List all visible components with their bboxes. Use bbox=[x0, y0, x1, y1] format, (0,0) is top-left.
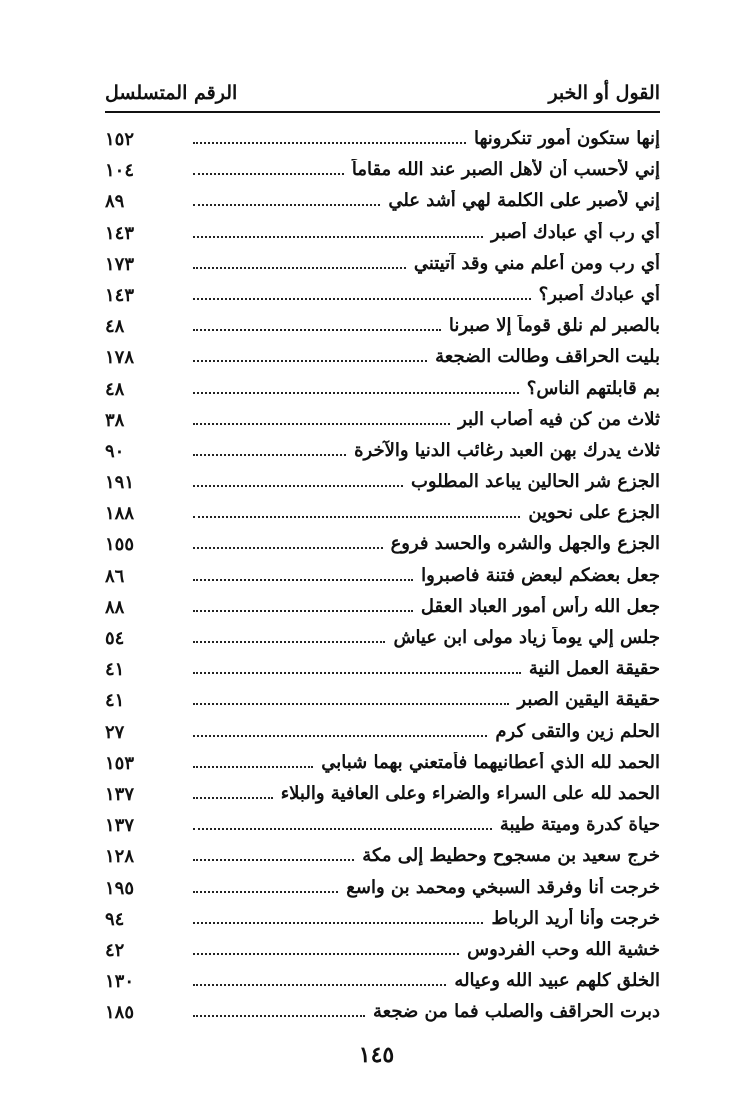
entry-text: جلس إلي يوماً زياد مولى ابن عياش bbox=[393, 627, 660, 648]
entry-serial-number: ١٤٣ bbox=[105, 284, 135, 306]
entry-text: الحمد لله الذي أعطانيهما فأمتعني بهما شبابي bbox=[321, 751, 660, 773]
index-entry bbox=[105, 842, 660, 873]
dot-leader bbox=[193, 329, 441, 331]
index-entry bbox=[105, 967, 660, 998]
index-entry bbox=[105, 936, 660, 967]
entry-text-wrap bbox=[193, 502, 660, 528]
index-entry bbox=[105, 780, 660, 811]
entry-text: إنها ستكون أمور تنكرونها bbox=[474, 128, 660, 149]
index-entry bbox=[105, 219, 660, 250]
dot-leader bbox=[193, 516, 520, 518]
table-header bbox=[105, 78, 660, 110]
header-serial-number: الرقم المتسلسل bbox=[105, 82, 238, 104]
index-entry bbox=[105, 562, 660, 593]
header-statement: القول أو الخبر bbox=[548, 82, 660, 104]
entry-text-wrap bbox=[193, 315, 660, 341]
entry-text-wrap bbox=[193, 533, 660, 559]
dot-leader bbox=[193, 641, 385, 643]
entry-serial-number: ١٥٥ bbox=[105, 534, 135, 556]
index-entry bbox=[105, 375, 660, 406]
dot-leader bbox=[193, 485, 403, 487]
entry-text-wrap bbox=[193, 409, 660, 435]
entry-serial-number: ٤١ bbox=[105, 690, 125, 712]
entry-serial-number: ١٤٣ bbox=[105, 222, 135, 244]
entry-serial-number: ١٩١ bbox=[105, 472, 135, 494]
index-entry bbox=[105, 718, 660, 749]
entry-serial-number: ١٠٤ bbox=[105, 160, 135, 182]
index-entry bbox=[105, 749, 660, 780]
entry-serial-number: ١٢٨ bbox=[105, 846, 135, 868]
dot-leader bbox=[193, 423, 450, 425]
entry-text: ثلاث يدرك بهن العبد رغائب الدنيا والآخرة bbox=[354, 439, 660, 461]
entry-text-wrap bbox=[193, 689, 660, 715]
index-entry bbox=[105, 593, 660, 624]
dot-leader bbox=[193, 703, 509, 705]
index-entry bbox=[105, 686, 660, 717]
dot-leader bbox=[193, 547, 383, 549]
index-entry bbox=[105, 530, 660, 561]
entry-serial-number: ٥٤ bbox=[105, 628, 125, 649]
dot-leader bbox=[193, 953, 459, 955]
index-entry bbox=[105, 437, 660, 468]
entry-serial-number: ١٣٧ bbox=[105, 815, 135, 837]
entry-text-wrap bbox=[193, 596, 660, 622]
index-entry bbox=[105, 156, 660, 187]
entry-text: خرج سعيد بن مسجوح وحطيط إلى مكة bbox=[362, 845, 660, 867]
entry-serial-number: ٩٤ bbox=[105, 908, 125, 930]
entry-text-wrap bbox=[193, 908, 660, 934]
dot-leader bbox=[193, 142, 466, 144]
index-entry bbox=[105, 312, 660, 343]
entry-serial-number: ٤١ bbox=[105, 659, 125, 681]
dot-leader bbox=[193, 859, 354, 861]
entry-serial-number: ٨٨ bbox=[105, 596, 125, 618]
index-entry bbox=[105, 811, 660, 842]
index-entry bbox=[105, 624, 660, 655]
entry-text: الجزع على نحوين bbox=[528, 502, 660, 524]
entry-serial-number: ٩٠ bbox=[105, 440, 125, 462]
entry-text-wrap bbox=[193, 128, 660, 154]
entry-serial-number: ١٧٨ bbox=[105, 347, 135, 369]
dot-leader bbox=[193, 267, 406, 269]
header-rule bbox=[105, 111, 660, 113]
entry-serial-number: ٢٧ bbox=[105, 721, 125, 743]
dot-leader bbox=[193, 579, 413, 581]
entry-text: الحلم زين والتقى كرم bbox=[495, 720, 660, 742]
entry-serial-number: ٣٨ bbox=[105, 409, 125, 431]
entry-serial-number: ١٧٣ bbox=[105, 253, 135, 275]
entry-text: أي عبادك أصبر؟ bbox=[538, 283, 660, 305]
entry-text-wrap bbox=[193, 565, 660, 591]
entry-serial-number: ١٨٥ bbox=[105, 1002, 135, 1024]
dot-leader bbox=[193, 204, 380, 206]
entry-text: بليت الحراقف وطالت الضجعة bbox=[435, 346, 660, 368]
entry-text-wrap bbox=[193, 1001, 660, 1027]
entry-text-wrap bbox=[193, 658, 660, 684]
page-number: ١٤٥ bbox=[358, 1042, 395, 1068]
dot-leader bbox=[193, 236, 483, 238]
entry-text: أي رب أي عبادك أصبر bbox=[490, 221, 660, 243]
index-entry bbox=[105, 343, 660, 374]
index-entry bbox=[105, 250, 660, 281]
entry-text: بالصبر لم نلق قوماً إلا صبرنا bbox=[448, 315, 660, 337]
index-entry bbox=[105, 125, 660, 156]
entry-text: جعل بعضكم لبعض فتنة فاصبروا bbox=[421, 564, 660, 586]
entry-text: الجزع والجهل والشره والحسد فروع bbox=[390, 533, 660, 555]
entry-serial-number: ١٣٠ bbox=[105, 971, 135, 993]
entry-text: الخلق كلهم عبيد الله وعياله bbox=[454, 970, 660, 992]
entry-text: جعل الله رأس أمور العباد العقل bbox=[420, 595, 660, 617]
entry-text: حقيقة العمل النية bbox=[528, 658, 660, 680]
entry-serial-number: ١٥٣ bbox=[105, 752, 135, 774]
entry-text: إني لأصبر على الكلمة لهي أشد علي bbox=[388, 190, 660, 212]
entry-text-wrap bbox=[193, 159, 660, 185]
entry-serial-number: ٤٢ bbox=[105, 939, 125, 961]
entry-text: أي رب ومن أعلم مني وقد آتيتني bbox=[413, 252, 660, 274]
index-entry bbox=[105, 998, 660, 1029]
entry-text: خشية الله وحب الفردوس bbox=[467, 938, 660, 960]
entry-text: خرجت وأنا أريد الرباط bbox=[491, 907, 660, 929]
entry-text-wrap bbox=[193, 783, 660, 809]
entry-serial-number: ١٣٧ bbox=[105, 783, 135, 805]
entry-text-wrap bbox=[193, 721, 660, 747]
entry-text-wrap bbox=[193, 877, 660, 903]
index-entry bbox=[105, 187, 660, 218]
dot-leader bbox=[193, 672, 521, 674]
entry-text: الجزع شر الحالين يباعد المطلوب bbox=[410, 471, 660, 493]
dot-leader bbox=[193, 828, 492, 830]
entry-text: دبرت الحراقف والصلب فما من ضجعة bbox=[372, 1001, 660, 1023]
dot-leader bbox=[193, 797, 273, 799]
index-entry bbox=[105, 468, 660, 499]
dot-leader bbox=[193, 984, 446, 986]
entry-text-wrap bbox=[193, 845, 660, 871]
dot-leader bbox=[193, 891, 338, 893]
entry-serial-number: ١٨٨ bbox=[105, 503, 135, 525]
entry-text-wrap bbox=[193, 471, 660, 497]
entry-serial-number: ١٥٢ bbox=[105, 129, 135, 150]
dot-leader bbox=[193, 922, 483, 924]
index-entry bbox=[105, 281, 660, 312]
entry-serial-number: ٨٦ bbox=[105, 565, 125, 587]
entry-text: الحمد لله على السراء والضراء وعلى العافية والبلاء bbox=[280, 782, 660, 804]
entry-serial-number: ٨٩ bbox=[105, 191, 125, 213]
entry-text: ثلاث من كن فيه أصاب البر bbox=[458, 408, 660, 430]
dot-leader bbox=[193, 298, 531, 300]
entry-text-wrap bbox=[193, 970, 660, 996]
dot-leader bbox=[193, 454, 346, 456]
entry-text-wrap bbox=[193, 752, 660, 778]
dot-leader bbox=[193, 1015, 365, 1017]
entry-text-wrap bbox=[193, 814, 660, 840]
index-entry bbox=[105, 874, 660, 905]
entry-text-wrap bbox=[193, 284, 660, 310]
entry-text: خرجت أنا وفرقد السبخي ومحمد بن واسع bbox=[346, 876, 660, 898]
dot-leader bbox=[193, 392, 519, 394]
entry-text-wrap bbox=[193, 190, 660, 216]
index-entries bbox=[105, 125, 660, 1029]
dot-leader bbox=[193, 173, 344, 175]
entry-serial-number: ٤٨ bbox=[105, 316, 125, 338]
entry-text: بم قابلتهم الناس؟ bbox=[526, 377, 660, 399]
entry-text-wrap bbox=[193, 627, 660, 653]
entry-text-wrap bbox=[193, 939, 660, 965]
entry-serial-number: ٤٨ bbox=[105, 378, 125, 400]
dot-leader bbox=[193, 735, 487, 737]
dot-leader bbox=[193, 610, 413, 612]
entry-text-wrap bbox=[193, 222, 660, 248]
index-entry bbox=[105, 406, 660, 437]
entry-text: إني لأحسب أن لأهل الصبر عند الله مقاماً bbox=[351, 159, 660, 181]
index-entry bbox=[105, 655, 660, 686]
dot-leader bbox=[193, 360, 427, 362]
entry-text: حياة كدرة وميتة طيبة bbox=[499, 814, 660, 836]
index-entry bbox=[105, 499, 660, 530]
entry-text-wrap bbox=[193, 440, 660, 466]
entry-text-wrap bbox=[193, 378, 660, 404]
index-entry bbox=[105, 905, 660, 936]
entry-serial-number: ١٩٥ bbox=[105, 877, 135, 899]
entry-text-wrap bbox=[193, 253, 660, 279]
dot-leader bbox=[193, 766, 313, 768]
entry-text-wrap bbox=[193, 346, 660, 372]
entry-text: حقيقة اليقين الصبر bbox=[517, 689, 660, 711]
